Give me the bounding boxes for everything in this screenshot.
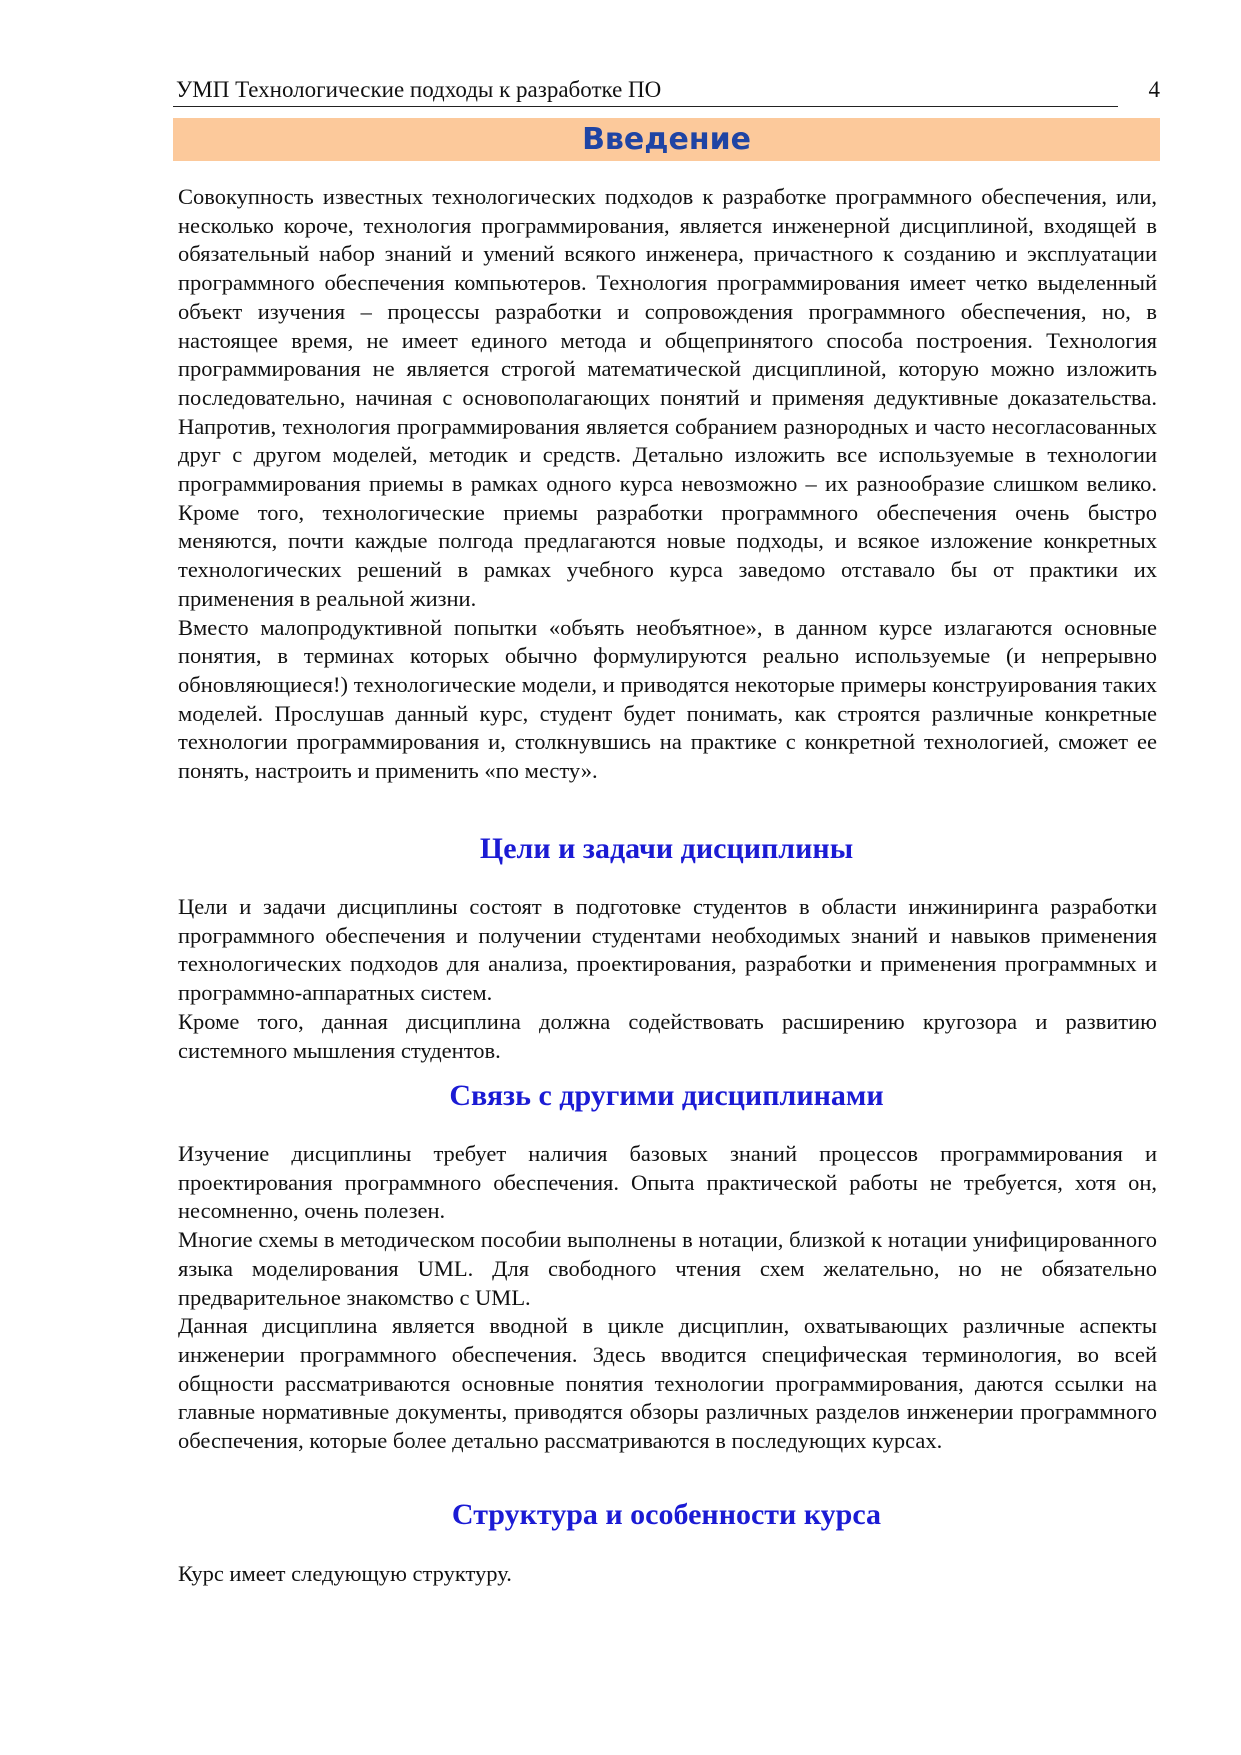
relations-section-body bbox=[178, 1140, 1157, 1456]
relations-paragraph-2: Многие схемы в методическом пособии выполнены в нотации, близкой к нотации унифицированного языка моделирования UML. Для свободного чтения схем желательно, но не обязательно предварительное знакомство с UML. bbox=[178, 1227, 1157, 1310]
structure-section-body bbox=[178, 1560, 1157, 1589]
goals-section-body bbox=[178, 893, 1157, 1065]
intro-heading: Введение bbox=[582, 122, 751, 157]
relations-paragraph-1: Изучение дисциплины требует наличия базовых знаний процессов программирования и проектирования программного обеспечения. Опыта практической работы не требуется, хотя он, несомненно, очень полезен. bbox=[178, 1141, 1157, 1224]
relations-paragraph-3: Данная дисциплина является вводной в цикле дисциплин, охватывающих различные аспекты инженерии программного обеспечения. Здесь вводится специфическая терминология, во всей общности рассматриваются основные понятия технологии программирования, даются ссылки на главные нормативные документы, приводятся обзоры различных разделов инженерии программного обеспечения, которые более детально рассматриваются в последующих курсах. bbox=[178, 1313, 1157, 1454]
intro-section-body bbox=[178, 183, 1157, 786]
goals-paragraph-1: Цели и задачи дисциплины состоят в подготовке студентов в области инжиниринга разработки программного обеспечения и получении студентами необходимых знаний и навыков применения технологических подходов для анализа, проектирования, разработки и применения программных и программно-аппаратных систем. bbox=[178, 894, 1157, 1006]
relations-heading: Связь с другими дисциплинами bbox=[449, 1079, 884, 1112]
goals-heading: Цели и задачи дисциплины bbox=[479, 832, 854, 865]
structure-paragraph-1: Курс имеет следующую структуру. bbox=[178, 1561, 512, 1586]
intro-paragraph-2: Вместо малопродуктивной попытки «объять необъятное», в данном курсе излагаются основные понятия, в терминах которых обычно формулируются реально используемые (и непрерывно обновляющиеся!) технологические модели, и приводятся некоторые примеры конструирования таких моделей. Прослушав данный курс, студент будет понимать, как строятся различные конкретные технологии программирования и, столкнувшись на практике с конкретной технологией, сможет ее понять, настроить и применить «по месту». bbox=[178, 614, 1157, 784]
header-divider bbox=[173, 106, 1118, 107]
running-header-title: УМП Технологические подходы к разработке ПО bbox=[176, 77, 662, 102]
intro-paragraph-1: Совокупность известных технологических подходов к разработке программного обеспечения, или, несколько короче, технология программирования, является инженерной дисциплиной, входящей в обязательный набор знаний и умений всякого инженера, причастного к созданию и эксплуатации программного обеспечения компьютеров. Технология программирования имеет четко выделенный объект изучения – процессы разработки и сопровождения программного обеспечения, но, в настоящее время, не имеет единого метода и общепринятого способа построения. Технология программирования не является строгой математической дисциплиной, которую можно изложить последовательно, начиная с основополагающих понятий и применяя дедуктивные доказательства. Напротив, технология программирования является собранием разнородных и часто несогласованных друг с другом моделей, методик и средств. Детально изложить все используемые в технологии программирования приемы в рамках одного курса невозможно – их разнообразие слишком велико. Кроме того, технологические приемы разработки программного обеспечения очень быстро меняются, почти каждые полгода предлагаются новые подходы, и всякое изложение конкретных технологических решений в рамках учебного курса заведомо отставало бы от практики их применения в реальной жизни. bbox=[178, 184, 1157, 611]
goals-paragraph-2: Кроме того, данная дисциплина должна содействовать расширению кругозора и развитию системного мышления студентов. bbox=[178, 1008, 1157, 1063]
structure-heading: Структура и особенности курса bbox=[451, 1498, 882, 1531]
page-number: 4 bbox=[1148, 77, 1160, 102]
